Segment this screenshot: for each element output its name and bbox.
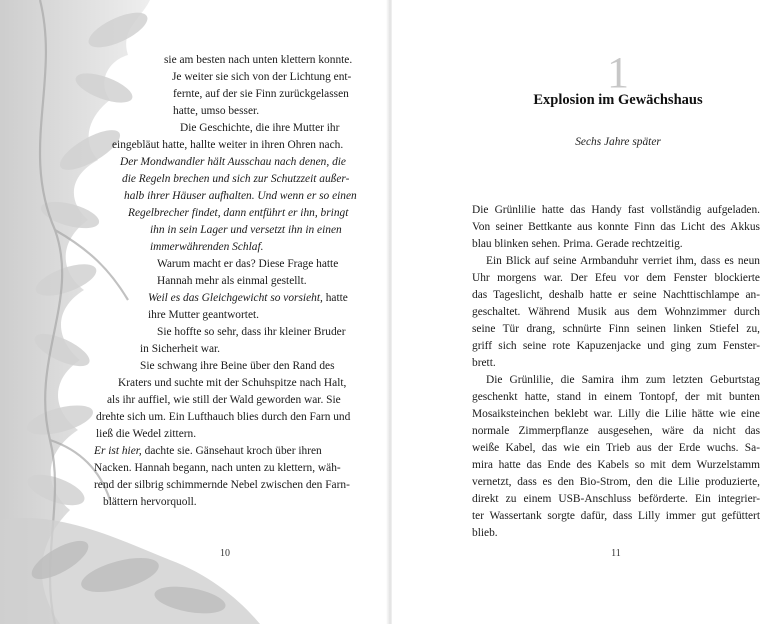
text-line: blau blinken sehen. Prima. Gerade rechtzeitig. <box>472 238 683 250</box>
chapter-title: Explosion im Gewächshaus <box>533 92 703 108</box>
page-number-right: 11 <box>611 548 621 559</box>
text-line: griff sich seine rote Kapuzenjacke und ging zum Fenster- <box>472 340 760 352</box>
text-line: Von seiner Bettkante aus konnte Finn das Licht des Akkus <box>472 221 760 233</box>
text-line: Ein Blick auf seine Armbanduhr verriet ihm, dass es neun <box>486 255 760 267</box>
text-line: rend der silbrig schimmernde Nebel zwischen den Farn- <box>94 479 350 491</box>
text-line: Je weiter sie sich von der Lichtung ent- <box>172 71 352 83</box>
text-line: geschaltet. Während Musik aus dem Wohnzimmer durch <box>472 306 760 318</box>
text-line: als ihr auffiel, wie still der Wald geworden war. Sie <box>107 394 341 406</box>
chapter-number: 1 <box>607 48 629 97</box>
text-line: hatte, umso besser. <box>173 105 260 117</box>
text-line: ließ die Wedel zittern. <box>96 428 197 440</box>
text-line: sie am besten nach unten klettern konnte. <box>164 54 353 66</box>
text-line: eingebläut hatte, hallte weiter in ihren Ohren nach. <box>112 139 344 151</box>
text-line-mixed <box>94 443 322 460</box>
text-line: Hannah mehr als einmal gestellt. <box>157 275 307 287</box>
text-line: Die Grünlilie, die Samira ihm zum letzten Geburtstag <box>486 374 760 386</box>
text-line: die Regeln brechen und sich zur Schutzzeit außer- <box>122 173 350 185</box>
text-line: blättern hervorquoll. <box>103 496 197 508</box>
text-line: weiße Kabel, das wie ein Trieb aus der Erde wuchs. Sa- <box>472 442 760 454</box>
text-line: Sie hoffte so sehr, dass ihr kleiner Bruder <box>157 326 346 338</box>
italic-fragment: Weil es das Gleichgewicht so vorsieht, <box>148 292 323 304</box>
text-line: Kraters und suchte mit der Schuhspitze nach Halt, <box>118 377 347 389</box>
text-line: drehte sich um. Ein Lufthauch blies durch den Farn und <box>96 411 351 423</box>
text-line-mixed <box>148 290 348 307</box>
text-line: in Sicherheit war. <box>140 343 221 355</box>
left-page <box>0 0 388 624</box>
text-line: ihn in sein Lager und versetzt ihn in einen <box>150 224 342 236</box>
text-line: blieb. <box>472 527 498 539</box>
text-line: Warum macht er das? Diese Frage hatte <box>157 258 339 270</box>
text-line: direkt zu einem USB-Anschluss beförderte. Ein integrier- <box>472 493 760 505</box>
text-line: geschenkt hatte, stand in einem Tontopf, der mit bunten <box>472 391 760 403</box>
text-line: vernetzt, dass es den Bio-Strom, den die Lilie produzierte, <box>472 476 760 488</box>
text-line: ter Wassertank sorgte dafür, dass Lilly immer gut gefüttert <box>472 510 760 522</box>
text-line: fernte, auf der sie Finn zurückgelassen <box>173 88 349 100</box>
text-line: Regelbrecher findet, dann entführt er ihn, bringt <box>128 207 349 219</box>
text-line: mira hatte das Ende des Kabels so mit dem Wurzelstamm <box>472 459 760 471</box>
text-line: Sie schwang ihre Beine über den Rand des <box>140 360 335 372</box>
text-line: Die Grünlilie hatte das Handy fast vollständig aufgeladen. <box>472 204 760 216</box>
italic-fragment: Er ist hier, <box>94 445 142 457</box>
text-line: Der Mondwandler hält Ausschau nach denen, die <box>120 156 346 168</box>
text-fragment: hatte <box>322 292 348 304</box>
chapter-subtitle: Sechs Jahre später <box>575 136 661 148</box>
text-line: Mosaiksteinchen beklebt war. Lilly die Lilie hätte wie eine <box>472 408 760 420</box>
text-line: Uhr morgens war. Der Efeu vor dem Fenster blockierte <box>472 272 760 284</box>
text-line: halb ihrer Häuser aufhalten. Und wenn er so einen <box>124 190 357 202</box>
text-line: normale Zimmerpflanze ausgesehen, wäre da nicht das <box>472 425 760 437</box>
text-fragment: dachte sie. Gänsehaut kroch über ihren <box>141 445 322 457</box>
text-line: ihre Mutter geantwortet. <box>148 309 260 321</box>
text-line: Die Geschichte, die ihre Mutter ihr <box>180 122 340 134</box>
text-line: immerwährenden Schlaf. <box>150 241 264 253</box>
text-line: Nacken. Hannah begann, nach unten zu klettern, wäh- <box>94 462 341 474</box>
text-line: das Tageslicht, deshalb hatte er seine Nachttischlampe an- <box>472 289 760 301</box>
text-line: brett. <box>472 357 496 369</box>
text-line: seine Tür drang, schnürte Finn seinen linken Stiefel zu, <box>472 323 760 335</box>
page-number-left: 10 <box>220 548 230 559</box>
